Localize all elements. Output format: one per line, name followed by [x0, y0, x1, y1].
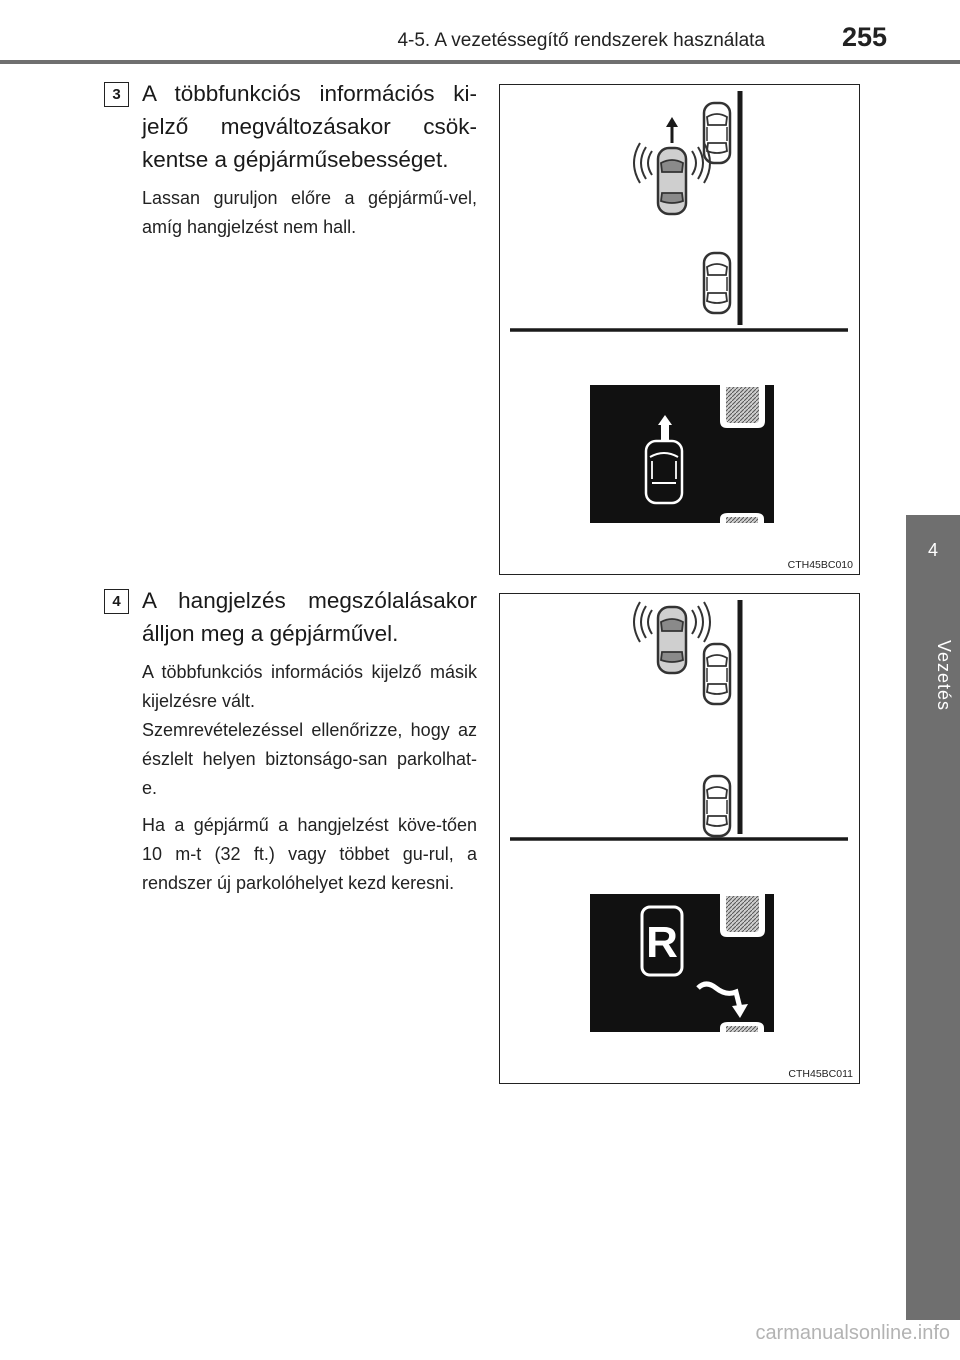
- figure-step-4: [499, 593, 860, 1084]
- reverse-gear-letter: R: [646, 918, 678, 967]
- header-divider: [0, 60, 960, 64]
- figure-code: CTH45BC010: [787, 559, 853, 571]
- own-vehicle-icon: [658, 607, 686, 673]
- hatched-car-icon: [726, 387, 759, 423]
- parked-car-front: [704, 644, 730, 704]
- watermark: carmanualsonline.info: [755, 1322, 950, 1344]
- step-number-3: 3: [104, 82, 129, 107]
- step-4-note-2: Szemrevételezéssel ellenőrizze, hogy az észlelt helyen biztonságo-san parkolhat-e.: [142, 720, 477, 798]
- step-3-note: Lassan guruljon előre a gépjármű-vel, amíg hangjelzést nem hall.: [142, 188, 477, 237]
- step-4-text: [142, 584, 477, 898]
- step-3-instruction: A többfunkciós információs ki-jelző megváltozásakor csök-kentse a gépjárműsebességet.: [142, 81, 477, 172]
- page-number: 255: [842, 22, 888, 52]
- figure-step-3: [499, 84, 860, 575]
- parking-diagram-stop: [500, 594, 858, 1082]
- step-3-text: [142, 77, 477, 242]
- step-4-note-3: Ha a gépjármű a hangjelzést köve-tően 10 m-t (32 ft.) vagy többet gu-rul, a rendszer új parkolóhelyet kezd keresni.: [142, 815, 477, 893]
- step-4-instruction: A hangjelzés megszólalásakor álljon meg a gépjárművel.: [142, 588, 477, 646]
- section-title: 4-5. A vezetéssegítő rendszerek használata: [397, 30, 765, 51]
- chapter-tab-number: 4: [927, 540, 938, 560]
- parked-car-rear: [704, 253, 730, 313]
- hatched-car-icon: [726, 896, 759, 932]
- figure-code: CTH45BC011: [788, 1068, 853, 1080]
- arrow-up-icon: [666, 117, 678, 127]
- step-4-note-1: A többfunkciós információs kijelző másik kijelzésre vált.: [142, 662, 477, 711]
- chapter-tab-label: Vezetés: [934, 640, 954, 712]
- step-number-4: 4: [104, 589, 129, 614]
- own-vehicle-icon: [658, 148, 686, 214]
- parked-car-rear: [704, 776, 730, 836]
- parking-diagram-approach: [500, 85, 858, 573]
